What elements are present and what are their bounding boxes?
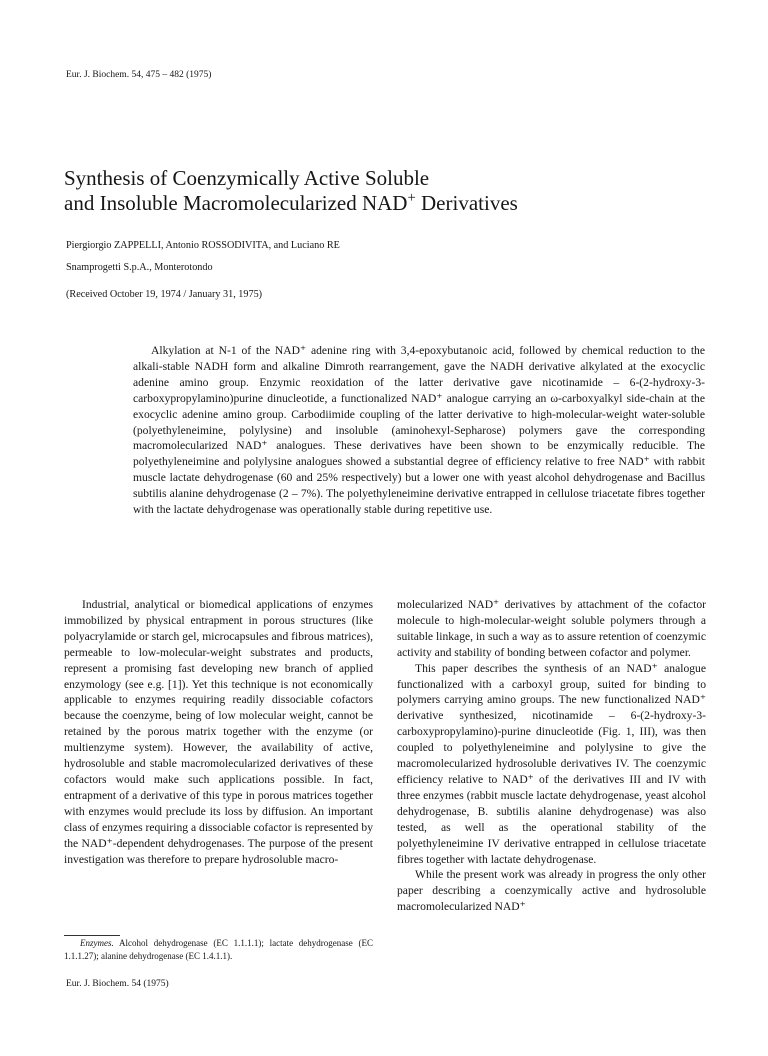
footnote-label: Enzymes. <box>80 938 114 948</box>
body-column-right <box>397 597 706 915</box>
footnote-text: Alcohol dehydrogenase (EC 1.1.1.1); lactate dehydrogenase (EC 1.1.1.27); alanine dehydrogenase (EC 1.4.1.1). <box>64 938 373 961</box>
body-paragraph: While the present work was already in progress the only other paper describing a coenzymically active and hydrosoluble macromolecularized NAD⁺ <box>397 868 706 914</box>
body-paragraph: molecularized NAD⁺ derivatives by attachment of the cofactor molecule to high-molecular-weight soluble polymers through a suitable linkage, in such a way as to assure retention of coenzymic activity and stability of bonding between cofactor and polymer. <box>397 598 706 659</box>
title-line-1: Synthesis of Coenzymically Active Soluble <box>64 166 430 190</box>
body-paragraph: This paper describes the synthesis of an NAD⁺ analogue functionalized with a carboxyl group, suited for binding to polymers carrying amino groups. The new functionalized NAD⁺ derivative synthesized, nicotinamide – 6-(2-hydroxy-3-carboxypropylamino)-purine dinucleotide (Fig. 1, III), was then coupled to polyethyleneimine and polylysine to give the macromolecularized hydrosoluble derivatives IV. The coenzymic efficiency relative to NAD⁺ of the derivatives III and IV with three enzymes (rabbit muscle lactate dehydrogenase, yeast alcohol dehydrogenase, B. subtilis alanine dehydrogenase) was also tested, as well as the operational stability of the polyethyleneimine IV derivative entrapped in cellulose triacetate fibres together with lactate dehydrogenase. <box>397 661 706 866</box>
title-line-2: and Insoluble Macromolecularized NAD <box>64 191 408 215</box>
footnote-divider <box>64 935 120 936</box>
body-column-left <box>64 597 373 867</box>
page-footer: Eur. J. Biochem. 54 (1975) <box>66 979 169 989</box>
received-dates: (Received October 19, 1974 / January 31, 1975) <box>66 289 263 300</box>
abstract: Alkylation at N-1 of the NAD⁺ adenine ring with 3,4-epoxybutanoic acid, followed by chemical reduction to the alkali-stable NADH form and alkaline Dimroth rearrangement, gave the NADH derivative alkylated at the exocyclic adenine amino group. Enzymic reoxidation of the latter derivative gave nicotinamide – 6-(2-hydroxy-3-carboxypropylamino)purine dinucleotide, a functionalized NAD⁺ analogue carrying an ω-carboxyalkyl side-chain at the exocyclic adenine amino group. Carbodiimide coupling of the latter derivative to high-molecular-weight water-soluble (polyethyleneimine, polylysine) and insoluble (aminohexyl-Sepharose) polymers gave the corresponding macromolecularized NAD⁺ analogues. These derivatives have been shown to be enzymically reducible. The polyethyleneimine and polylysine analogues showed a substantial degree of efficiency relative to free NAD⁺ with rabbit muscle lactate dehydrogenase (60 and 25% respectively) but a lower one with yeast alcohol dehydrogenase and Bacillus subtilis alanine dehydrogenase (2 – 7%). The polyethyleneimine derivative entrapped in cellulose triacetate fibres together with the lactate dehydrogenase was operationally stable during repetitive use. <box>133 344 705 517</box>
journal-reference: Eur. J. Biochem. 54, 475 – 482 (1975) <box>66 70 212 80</box>
author-list: Piergiorgio ZAPPELLI, Antonio ROSSODIVITA, and Luciano RE <box>66 240 340 251</box>
body-paragraph: Industrial, analytical or biomedical applications of enzymes immobilized by physical entrapment in porous structures (like polyacrylamide or starch gel, microcapsules and fibrous matrices), permeable to low-molecular-weight substrates and products, represent a promising fast developing new branch of applied enzymology (see e.g. [1]). Yet this technique is not economically applicable to enzymes requiring readily dissociable cofactors because the coenzyme, being of low molecular weight, cannot be retained by the porous matrix together with the enzyme (or multienzyme system). However, the availability of active, hydrosoluble and stable macromolecularized derivatives of these cofactors would make such applications possible. In fact, entrapment of a derivative of this type in porous matrices together with enzymes would preclude its loss by diffusion. An important class of enzymes requiring a dissociable cofactor is represented by the NAD⁺-dependent dehydrogenases. The purpose of the present investigation was therefore to prepare hydrosoluble macro- <box>64 598 373 866</box>
affiliation: Snamprogetti S.p.A., Monterotondo <box>66 262 213 273</box>
title-superscript: + <box>407 190 416 206</box>
footnote <box>64 937 373 963</box>
paper-title <box>64 166 704 216</box>
title-line-2-end: Derivatives <box>415 191 518 215</box>
